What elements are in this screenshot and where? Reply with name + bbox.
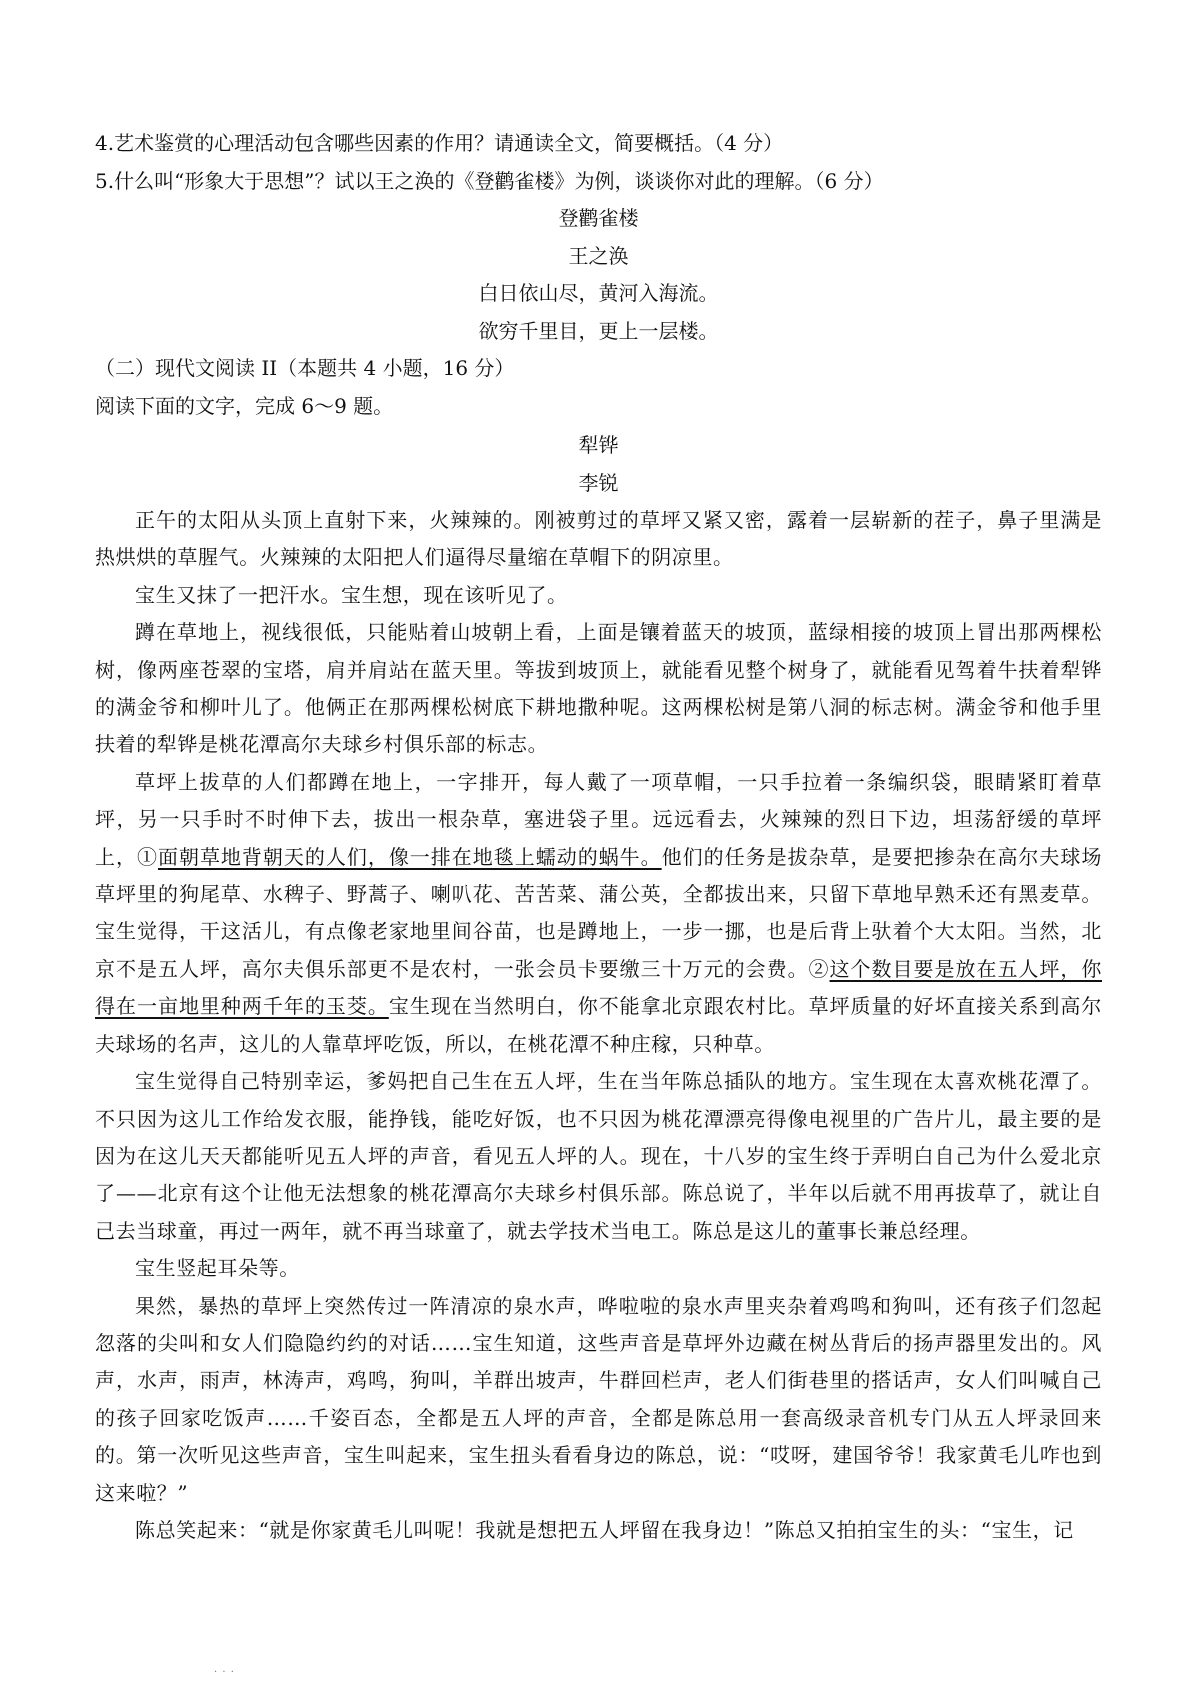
question-5: 5.什么叫“形象大于思想”？试以王之涣的《登鹳雀楼》为例，谈谈你对此的理解。（6 分） [95, 168, 884, 193]
story-title: 犁铧 [578, 433, 619, 457]
question-4: 4.艺术鉴赏的心理活动包含哪些因素的作用？请通读全文，简要概括。（4 分） [95, 131, 784, 155]
footer-mark: · · · [214, 1667, 235, 1678]
poem-title: 登鹳雀楼 [558, 206, 639, 230]
section-instruction: 阅读下面的文字，完成 6～9 题。 [95, 393, 394, 418]
story-paragraph-3: 蹲在草地上，视线很低，只能贴着山坡朝上看，上面是镶着蓝天的坡顶，蓝绿相接的坡顶上冒出那两棵松树，像两座苍翠的宝塔，肩并肩站在蓝天里。等拔到坡顶上，就能看见整个树身了，就能看见驾着牛扶着犁铧的满金爷和柳叶儿了。他俩正在那两棵松树底下耕地撒种呢。这两棵松树是第八洞的标志树。满金爷和他手里扶着的犁铧是桃花潭高尔夫球乡村俱乐部的标志。 [95, 620, 1102, 757]
story-author: 李锐 [578, 470, 619, 495]
story-paragraph-6: 宝生竖起耳朵等。 [135, 1256, 300, 1281]
underlined-sentence-2: 这个数目要是放在五人坪，你得在一亩地里种两千年的玉茭。 [95, 956, 1102, 1019]
story-paragraph-1: 正午的太阳从头顶上直射下来，火辣辣的。刚被剪过的草坪又紧又密，露着一层崭新的茬子，鼻子里满是热烘烘的草腥气。火辣辣的太阳把人们逼得尽量缩在草帽下的阴凉里。 [95, 508, 1102, 570]
poem-author: 王之涣 [568, 243, 629, 268]
story-paragraph-4-part-c: 宝生现在当然明白，你不能拿北京跟农村比。草坪质量的好坏直接关系到高尔夫球场的名声，这儿的人靠草坪吃饭，所以，在桃花潭不种庄稼，只种草。 [95, 994, 1102, 1056]
story-paragraph-7: 果然，暴热的草坪上突然传过一阵清凉的泉水声，哗啦啦的泉水声里夹杂着鸡鸣和狗叫，还有孩子们忽起忽落的尖叫和女人们隐隐约约的对话……宝生知道，这些声音是草坪外边藏在树丛背后的扬声器里发出的。风声，水声，雨声，林涛声，鸡鸣，狗叫，羊群出坡声，牛群回栏声，老人们街巷里的搭话声，女人们叫喊自己的孩子回家吃饭声……千姿百态，全都是五人坪的声音，全都是陈总用一套高级录音机专门从五人坪录回来的。第一次听见这些声音，宝生叫起来，宝生扭头看看身边的陈总，说：“哎呀，建国爷爷！我家黄毛儿咋也到这来啦？” [95, 1293, 1102, 1505]
underlined-sentence-1: 面朝草地背朝天的人们，像一排在地毯上蠕动的蜗牛。 [157, 844, 662, 869]
story-paragraph-4 [95, 764, 1102, 1063]
story-paragraph-2: 宝生又抹了一把汗水。宝生想，现在该听见了。 [135, 582, 568, 607]
section-heading: （二）现代文阅读 II（本题共 4 小题，16 分） [95, 356, 515, 380]
story-paragraph-5: 宝生觉得自己特别幸运，爹妈把自己生在五人坪，生在当年陈总插队的地方。宝生现在太喜欢桃花潭了。不只因为这儿工作给发衣服，能挣钱，能吃好饭，也不只因为桃花潭漂亮得像电视里的广告片儿，最主要的是因为在这儿天天都能听见五人坪的声音，看见五人坪的人。现在，十八岁的宝生终于弄明白自己为什么爱北京了——北京有这个让他无法想象的桃花潭高尔夫球乡村俱乐部。陈总说了，半年以后就不用再拔草了，就让自己去当球童，再过一两年，就不再当球童了，就去学技术当电工。陈总是这儿的董事长兼总经理。 [95, 1069, 1102, 1243]
story-paragraph-8: 陈总笑起来：“就是你家黄毛儿叫呢！我就是想把五人坪留在我身边！”陈总又拍拍宝生的头：“宝生，记 [135, 1517, 1074, 1542]
poem-line-1: 白日依山尽，黄河入海流。 [478, 281, 719, 305]
story-paragraph-4-part-a: 草坪上拔草的人们都蹲在地上，一字排开，每人戴了一项草帽，一只手拉着一条编织袋，眼睛紧盯着草坪，另一只手时不时伸下去，拔出一根杂草，塞进袋子里。远远看去，火辣辣的烈日下边，坦荡舒缓的草坪上，① [95, 769, 1102, 869]
poem-line-2: 欲穷千里目，更上一层楼。 [478, 318, 719, 343]
story-paragraph-4-part-b: 他们的任务是拔杂草，是要把掺杂在高尔夫球场草坪里的狗尾草、水稗子、野蒿子、喇叭花、苦苦菜、蒲公英，全都拔出来，只留下草地早熟禾还有黑麦草。宝生觉得，干这活儿，有点像老家地里间谷苗，也是蹲地上，一步一挪，也是后背上驮着个大太阳。当然，北京不是五人坪，高尔夫俱乐部更不是农村，一张会员卡要缴三十万元的会费。② [95, 844, 1102, 981]
